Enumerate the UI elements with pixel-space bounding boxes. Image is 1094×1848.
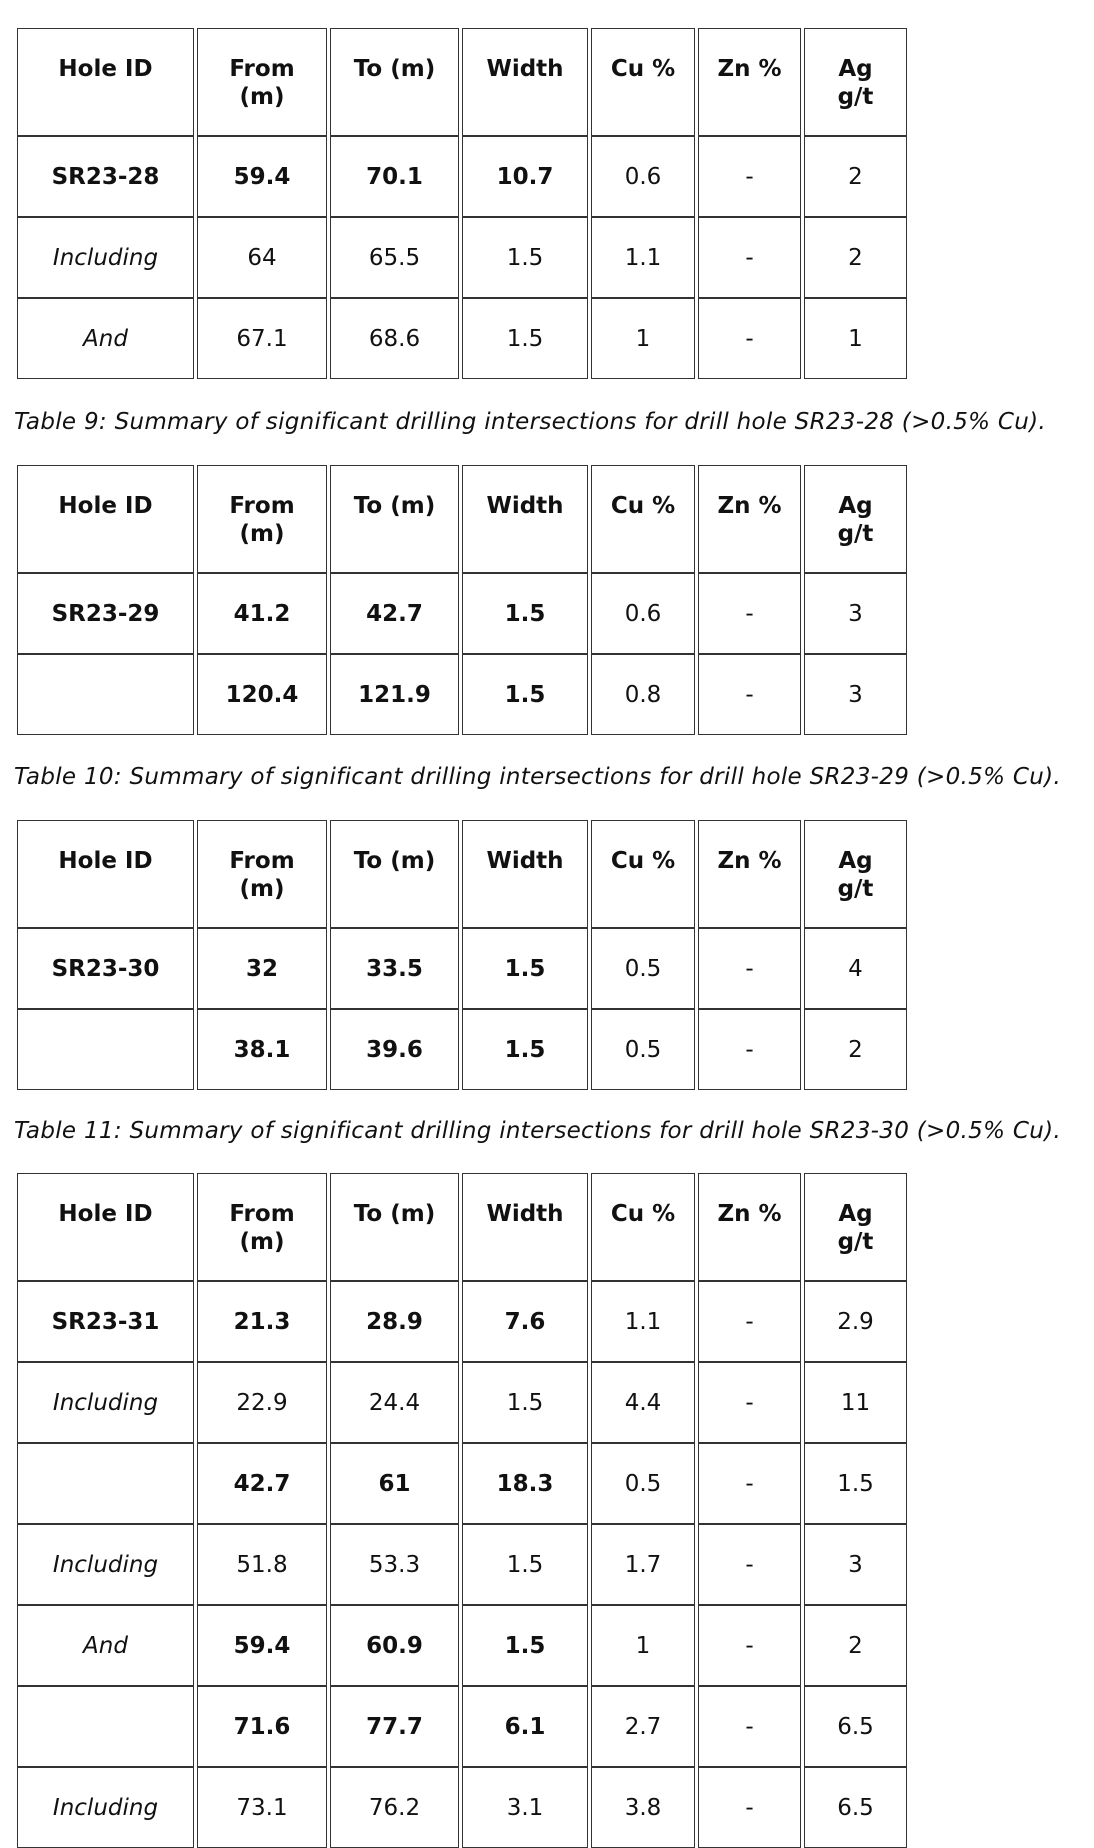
cell-to: 68.6 (330, 298, 459, 379)
header-cell-hole-id: Hole ID (17, 28, 194, 136)
cell-ag: 2 (804, 217, 907, 298)
cell-width: 1.5 (462, 298, 588, 379)
table-row (17, 136, 907, 217)
cell-cu: 1 (591, 1605, 695, 1686)
cell-zn: - (698, 1362, 801, 1443)
cell-ag: 2 (804, 136, 907, 217)
table-header-row (17, 1173, 907, 1281)
header-cell-cu: Cu % (591, 1173, 695, 1281)
table-header-row (17, 28, 907, 136)
cell-zn: - (698, 1009, 801, 1090)
header-cell-width: Width (462, 820, 588, 928)
cell-hole-id: SR23-28 (17, 136, 194, 217)
header-cell-to: To (m) (330, 465, 459, 573)
cell-cu: 0.5 (591, 928, 695, 1009)
cell-ag: 11 (804, 1362, 907, 1443)
cell-from: 32 (197, 928, 327, 1009)
header-cell-zn: Zn % (698, 1173, 801, 1281)
cell-to: 121.9 (330, 654, 459, 735)
cell-hole-id: Including (17, 217, 194, 298)
cell-zn: - (698, 1767, 801, 1848)
cell-ag: 3 (804, 1524, 907, 1605)
cell-from: 120.4 (197, 654, 327, 735)
table-row (17, 1281, 907, 1362)
header-cell-width: Width (462, 28, 588, 136)
cell-ag: 3 (804, 573, 907, 654)
cell-zn: - (698, 1524, 801, 1605)
cell-hole-id: SR23-30 (17, 928, 194, 1009)
table-row (17, 1443, 907, 1524)
cell-width: 1.5 (462, 1605, 588, 1686)
cell-hole-id: And (17, 1605, 194, 1686)
header-cell-from: From (m) (197, 28, 327, 136)
cell-zn: - (698, 1686, 801, 1767)
cell-cu: 1.1 (591, 217, 695, 298)
cell-to: 65.5 (330, 217, 459, 298)
cell-to: 39.6 (330, 1009, 459, 1090)
table-row (17, 1767, 907, 1848)
cell-zn: - (698, 1605, 801, 1686)
header-cell-hole-id: Hole ID (17, 820, 194, 928)
header-cell-zn: Zn % (698, 465, 801, 573)
cell-to: 24.4 (330, 1362, 459, 1443)
cell-cu: 1.7 (591, 1524, 695, 1605)
cell-ag: 2 (804, 1009, 907, 1090)
cell-width: 1.5 (462, 1524, 588, 1605)
header-cell-cu: Cu % (591, 820, 695, 928)
table-caption-9: Table 9: Summary of significant drilling intersections for drill hole SR23-28 (>0.5% Cu). (14, 409, 1047, 435)
cell-ag: 4 (804, 928, 907, 1009)
header-cell-from: From (m) (197, 1173, 327, 1281)
cell-to: 61 (330, 1443, 459, 1524)
cell-zn: - (698, 1281, 801, 1362)
header-cell-to: To (m) (330, 820, 459, 928)
cell-cu: 1 (591, 298, 695, 379)
cell-width: 1.5 (462, 1362, 588, 1443)
table-row (17, 654, 907, 735)
cell-cu: 0.6 (591, 136, 695, 217)
header-cell-to: To (m) (330, 1173, 459, 1281)
cell-to: 77.7 (330, 1686, 459, 1767)
cell-cu: 1.1 (591, 1281, 695, 1362)
cell-cu: 2.7 (591, 1686, 695, 1767)
cell-hole-id (17, 1009, 194, 1090)
cell-cu: 4.4 (591, 1362, 695, 1443)
table-row (17, 298, 907, 379)
cell-width: 3.1 (462, 1767, 588, 1848)
cell-hole-id: Including (17, 1362, 194, 1443)
header-cell-ag: Ag g/t (804, 28, 907, 136)
header-cell-hole-id: Hole ID (17, 1173, 194, 1281)
cell-hole-id: Including (17, 1524, 194, 1605)
table-caption-10: Table 10: Summary of significant drilling intersections for drill hole SR23-29 (>0.5% Cu). (14, 764, 1061, 790)
cell-cu: 0.5 (591, 1009, 695, 1090)
cell-from: 51.8 (197, 1524, 327, 1605)
table-caption-11: Table 11: Summary of significant drilling intersections for drill hole SR23-30 (>0.5% Cu). (14, 1118, 1061, 1144)
cell-ag: 6.5 (804, 1686, 907, 1767)
cell-to: 33.5 (330, 928, 459, 1009)
header-cell-hole-id: Hole ID (17, 465, 194, 573)
cell-to: 76.2 (330, 1767, 459, 1848)
cell-to: 42.7 (330, 573, 459, 654)
cell-zn: - (698, 1443, 801, 1524)
header-cell-width: Width (462, 1173, 588, 1281)
cell-ag: 3 (804, 654, 907, 735)
cell-zn: - (698, 654, 801, 735)
cell-from: 22.9 (197, 1362, 327, 1443)
cell-cu: 3.8 (591, 1767, 695, 1848)
table-row (17, 928, 907, 1009)
cell-to: 60.9 (330, 1605, 459, 1686)
cell-from: 67.1 (197, 298, 327, 379)
cell-cu: 0.6 (591, 573, 695, 654)
table-sr23-31 (14, 1173, 910, 1848)
cell-zn: - (698, 928, 801, 1009)
cell-from: 41.2 (197, 573, 327, 654)
cut-off-text-line (14, 0, 1074, 2)
table-header-row (17, 820, 907, 928)
cell-cu: 0.5 (591, 1443, 695, 1524)
cell-ag: 2.9 (804, 1281, 907, 1362)
table-sr23-28 (14, 28, 910, 379)
cell-width: 6.1 (462, 1686, 588, 1767)
cell-zn: - (698, 298, 801, 379)
cell-from: 38.1 (197, 1009, 327, 1090)
table-row (17, 1524, 907, 1605)
cell-from: 73.1 (197, 1767, 327, 1848)
cell-hole-id (17, 1443, 194, 1524)
cell-hole-id (17, 654, 194, 735)
cell-from: 64 (197, 217, 327, 298)
header-cell-cu: Cu % (591, 28, 695, 136)
cell-from: 59.4 (197, 1605, 327, 1686)
cell-hole-id (17, 1686, 194, 1767)
header-cell-zn: Zn % (698, 820, 801, 928)
header-cell-cu: Cu % (591, 465, 695, 573)
cell-from: 71.6 (197, 1686, 327, 1767)
cell-zn: - (698, 573, 801, 654)
header-cell-zn: Zn % (698, 28, 801, 136)
cell-to: 28.9 (330, 1281, 459, 1362)
cell-ag: 2 (804, 1605, 907, 1686)
table-row (17, 217, 907, 298)
cell-ag: 6.5 (804, 1767, 907, 1848)
header-cell-to: To (m) (330, 28, 459, 136)
cell-hole-id: And (17, 298, 194, 379)
cell-width: 1.5 (462, 928, 588, 1009)
table-sr23-29 (14, 465, 910, 735)
header-cell-from: From (m) (197, 465, 327, 573)
table-row (17, 1362, 907, 1443)
table-header-row (17, 465, 907, 573)
header-cell-ag: Ag g/t (804, 465, 907, 573)
table-sr23-30 (14, 820, 910, 1090)
cell-hole-id: Including (17, 1767, 194, 1848)
cell-from: 59.4 (197, 136, 327, 217)
cell-to: 53.3 (330, 1524, 459, 1605)
cell-to: 70.1 (330, 136, 459, 217)
header-cell-width: Width (462, 465, 588, 573)
cell-zn: - (698, 217, 801, 298)
cell-zn: - (698, 136, 801, 217)
cell-width: 10.7 (462, 136, 588, 217)
cell-width: 1.5 (462, 654, 588, 735)
cell-ag: 1 (804, 298, 907, 379)
cell-hole-id: SR23-29 (17, 573, 194, 654)
table-row (17, 1686, 907, 1767)
cell-width: 1.5 (462, 1009, 588, 1090)
cell-hole-id: SR23-31 (17, 1281, 194, 1362)
header-cell-ag: Ag g/t (804, 820, 907, 928)
table-row (17, 1605, 907, 1686)
cell-from: 21.3 (197, 1281, 327, 1362)
cell-width: 7.6 (462, 1281, 588, 1362)
cell-from: 42.7 (197, 1443, 327, 1524)
cell-cu: 0.8 (591, 654, 695, 735)
header-cell-from: From (m) (197, 820, 327, 928)
cell-width: 1.5 (462, 217, 588, 298)
cell-width: 1.5 (462, 573, 588, 654)
table-row (17, 1009, 907, 1090)
table-row (17, 573, 907, 654)
cell-width: 18.3 (462, 1443, 588, 1524)
cell-ag: 1.5 (804, 1443, 907, 1524)
header-cell-ag: Ag g/t (804, 1173, 907, 1281)
